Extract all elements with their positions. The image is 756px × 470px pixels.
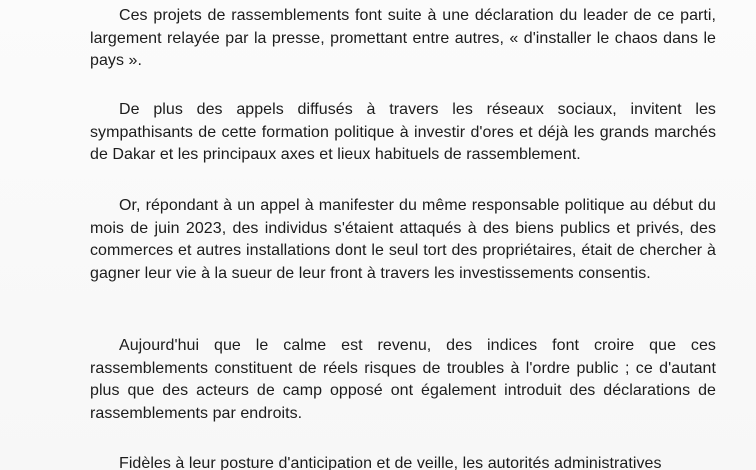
paragraph-authorities-vigilance: Fidèles à leur posture d'anticipation et de veille, les autorités administratives xyxy=(119,455,662,470)
paragraph-rally-plans: Ces projets de rassemblements font suite à une déclaration du leader de ce parti, largement relayée par la presse, promettant entre autres, « d'installer le chaos dans le pays ». xyxy=(90,7,716,69)
paragraph-social-media-calls: De plus des appels diffusés à travers les réseaux sociaux, invitent les sympathisants de cette formation politique à investir d'ores et déjà les grands marchés de Dakar et les principaux axes et lieux habituels de rassemblement. xyxy=(90,101,716,163)
paragraph-public-order-risks: Aujourd'hui que le calme est revenu, des indices font croire que ces rassemblements constituent de réels risques de troubles à l'ordre public ; ce d'autant plus que des acteurs de camp opposé ont également introduit des déclarations de rassemblements par endroits. xyxy=(90,337,716,422)
paragraph-june-2023-events: Or, répondant à un appel à manifester du même responsable politique au début du mois de juin 2023, des individus s'étaient attaqués à des biens publics et privés, des commerces et autres installations dont le seul tort des propriétaires, était de chercher à gagner leur vie à la sueur de leur front à travers les investissements consentis. xyxy=(90,197,716,282)
